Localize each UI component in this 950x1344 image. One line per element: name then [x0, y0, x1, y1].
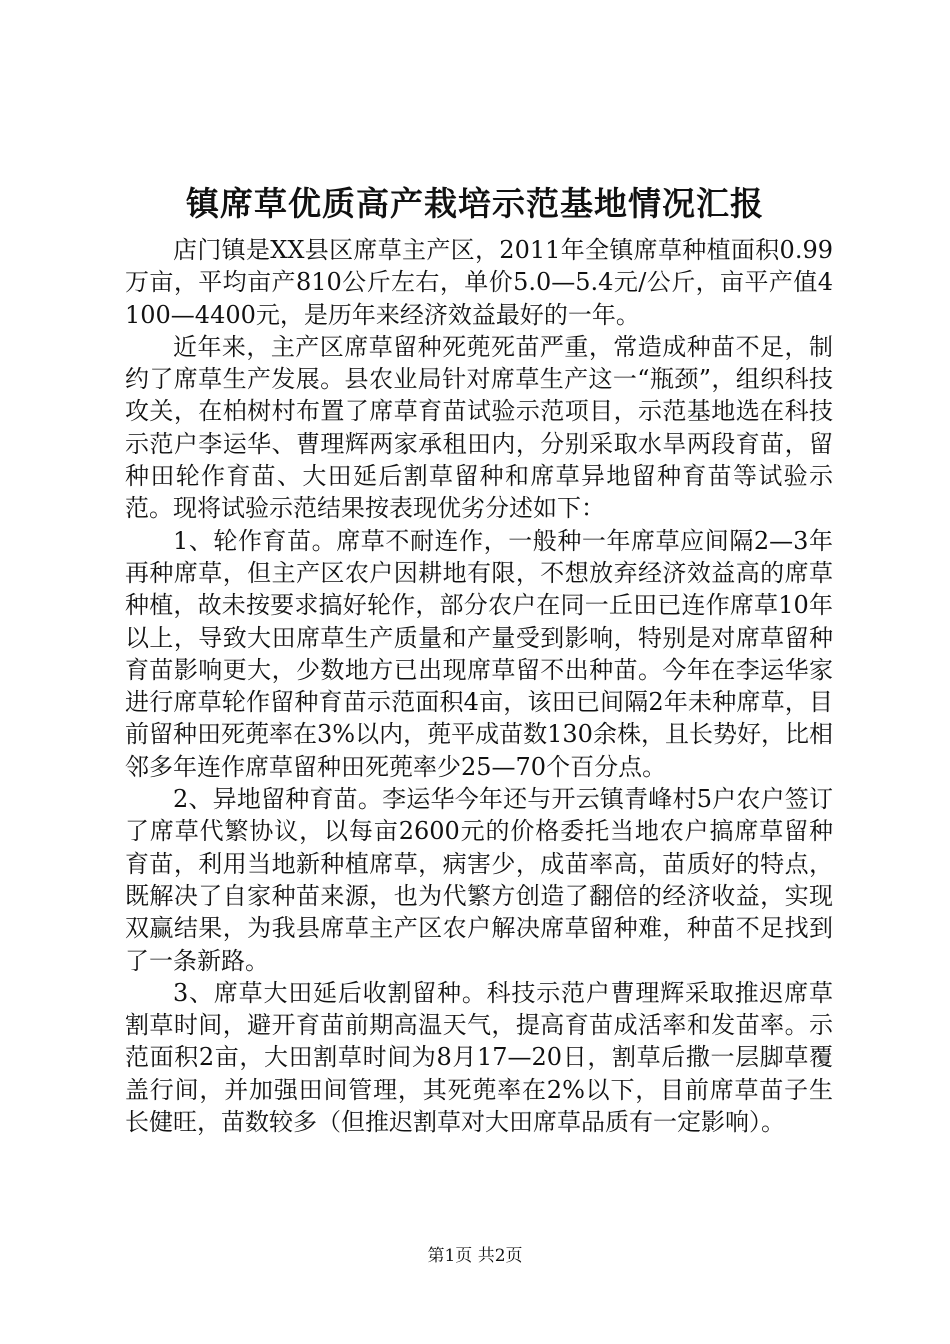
paragraph-background: 近年来，主产区席草留种死蔸死苗严重，常造成种苗不足，制约了席草生产发展。县农业局针对席草生产这一“瓶颈”，组织科技攻关，在柏树村布置了席草育苗试验示范项目，示范基地选在科技示范户李运华、曹理辉两家承租田内，分别采取水旱两段育苗，留种田轮作育苗、大田延后割草留种和席草异地留种育苗等试验示范。现将试验示范结果按表现优劣分述如下：	[125, 332, 833, 523]
page-number-footer: 第1页 共2页	[427, 1246, 523, 1266]
document-body	[125, 234, 833, 1138]
paragraph-delayed-harvest: 3、席草大田延后收割留种。科技示范户曹理辉采取推迟席草割草时间，避开育苗前期高温天气，提高育苗成活率和发苗率。示范面积2亩，大田割草时间为8月17—20日，割草后撒一层脚草覆盖行间，并加强田间管理，其死蔸率在2%以下，目前席草苗子生长健旺，苗数较多（但推迟割草对大田席草品质有一定影响）。	[125, 978, 833, 1137]
document-title: 镇席草优质高产栽培示范基地情况汇报	[186, 184, 764, 223]
paragraph-offsite-seedling: 2、异地留种育苗。李运华今年还与开云镇青峰村5户农户签订了席草代繁协议，以每亩2600元的价格委托当地农户搞席草留种育苗，利用当地新种植席草，病害少，成苗率高，苗质好的特点，既解决了自家种苗来源，也为代繁方创造了翻倍的经济收益，实现双赢结果，为我县席草主产区农户解决席草留种难，种苗不足找到了一条新路。	[125, 785, 833, 975]
paragraph-intro: 店门镇是XX县区席草主产区，2011年全镇席草种植面积0.99万亩，平均亩产810公斤左右，单价5.0—5.4元/公斤，亩平产值4100—4400元，是历年来经济效益最好的一年。	[125, 236, 833, 329]
paragraph-rotation-seedling: 1、轮作育苗。席草不耐连作，一般种一年席草应间隔2—3年再种席草，但主产区农户因耕地有限，不想放弃经济效益高的席草种植，故未按要求搞好轮作，部分农户在同一丘田已连作席草10年以上，导致大田席草生产质量和产量受到影响，特别是对席草留种育苗影响更大，少数地方已出现席草留不出种苗。今年在李运华家进行席草轮作留种育苗示范面积4亩，该田已间隔2年未种席草，目前留种田死蔸率在3%以内，蔸平成苗数130余株，且长势好，比相邻多年连作席草留种田死蔸率少25—70个百分点。	[125, 526, 833, 781]
